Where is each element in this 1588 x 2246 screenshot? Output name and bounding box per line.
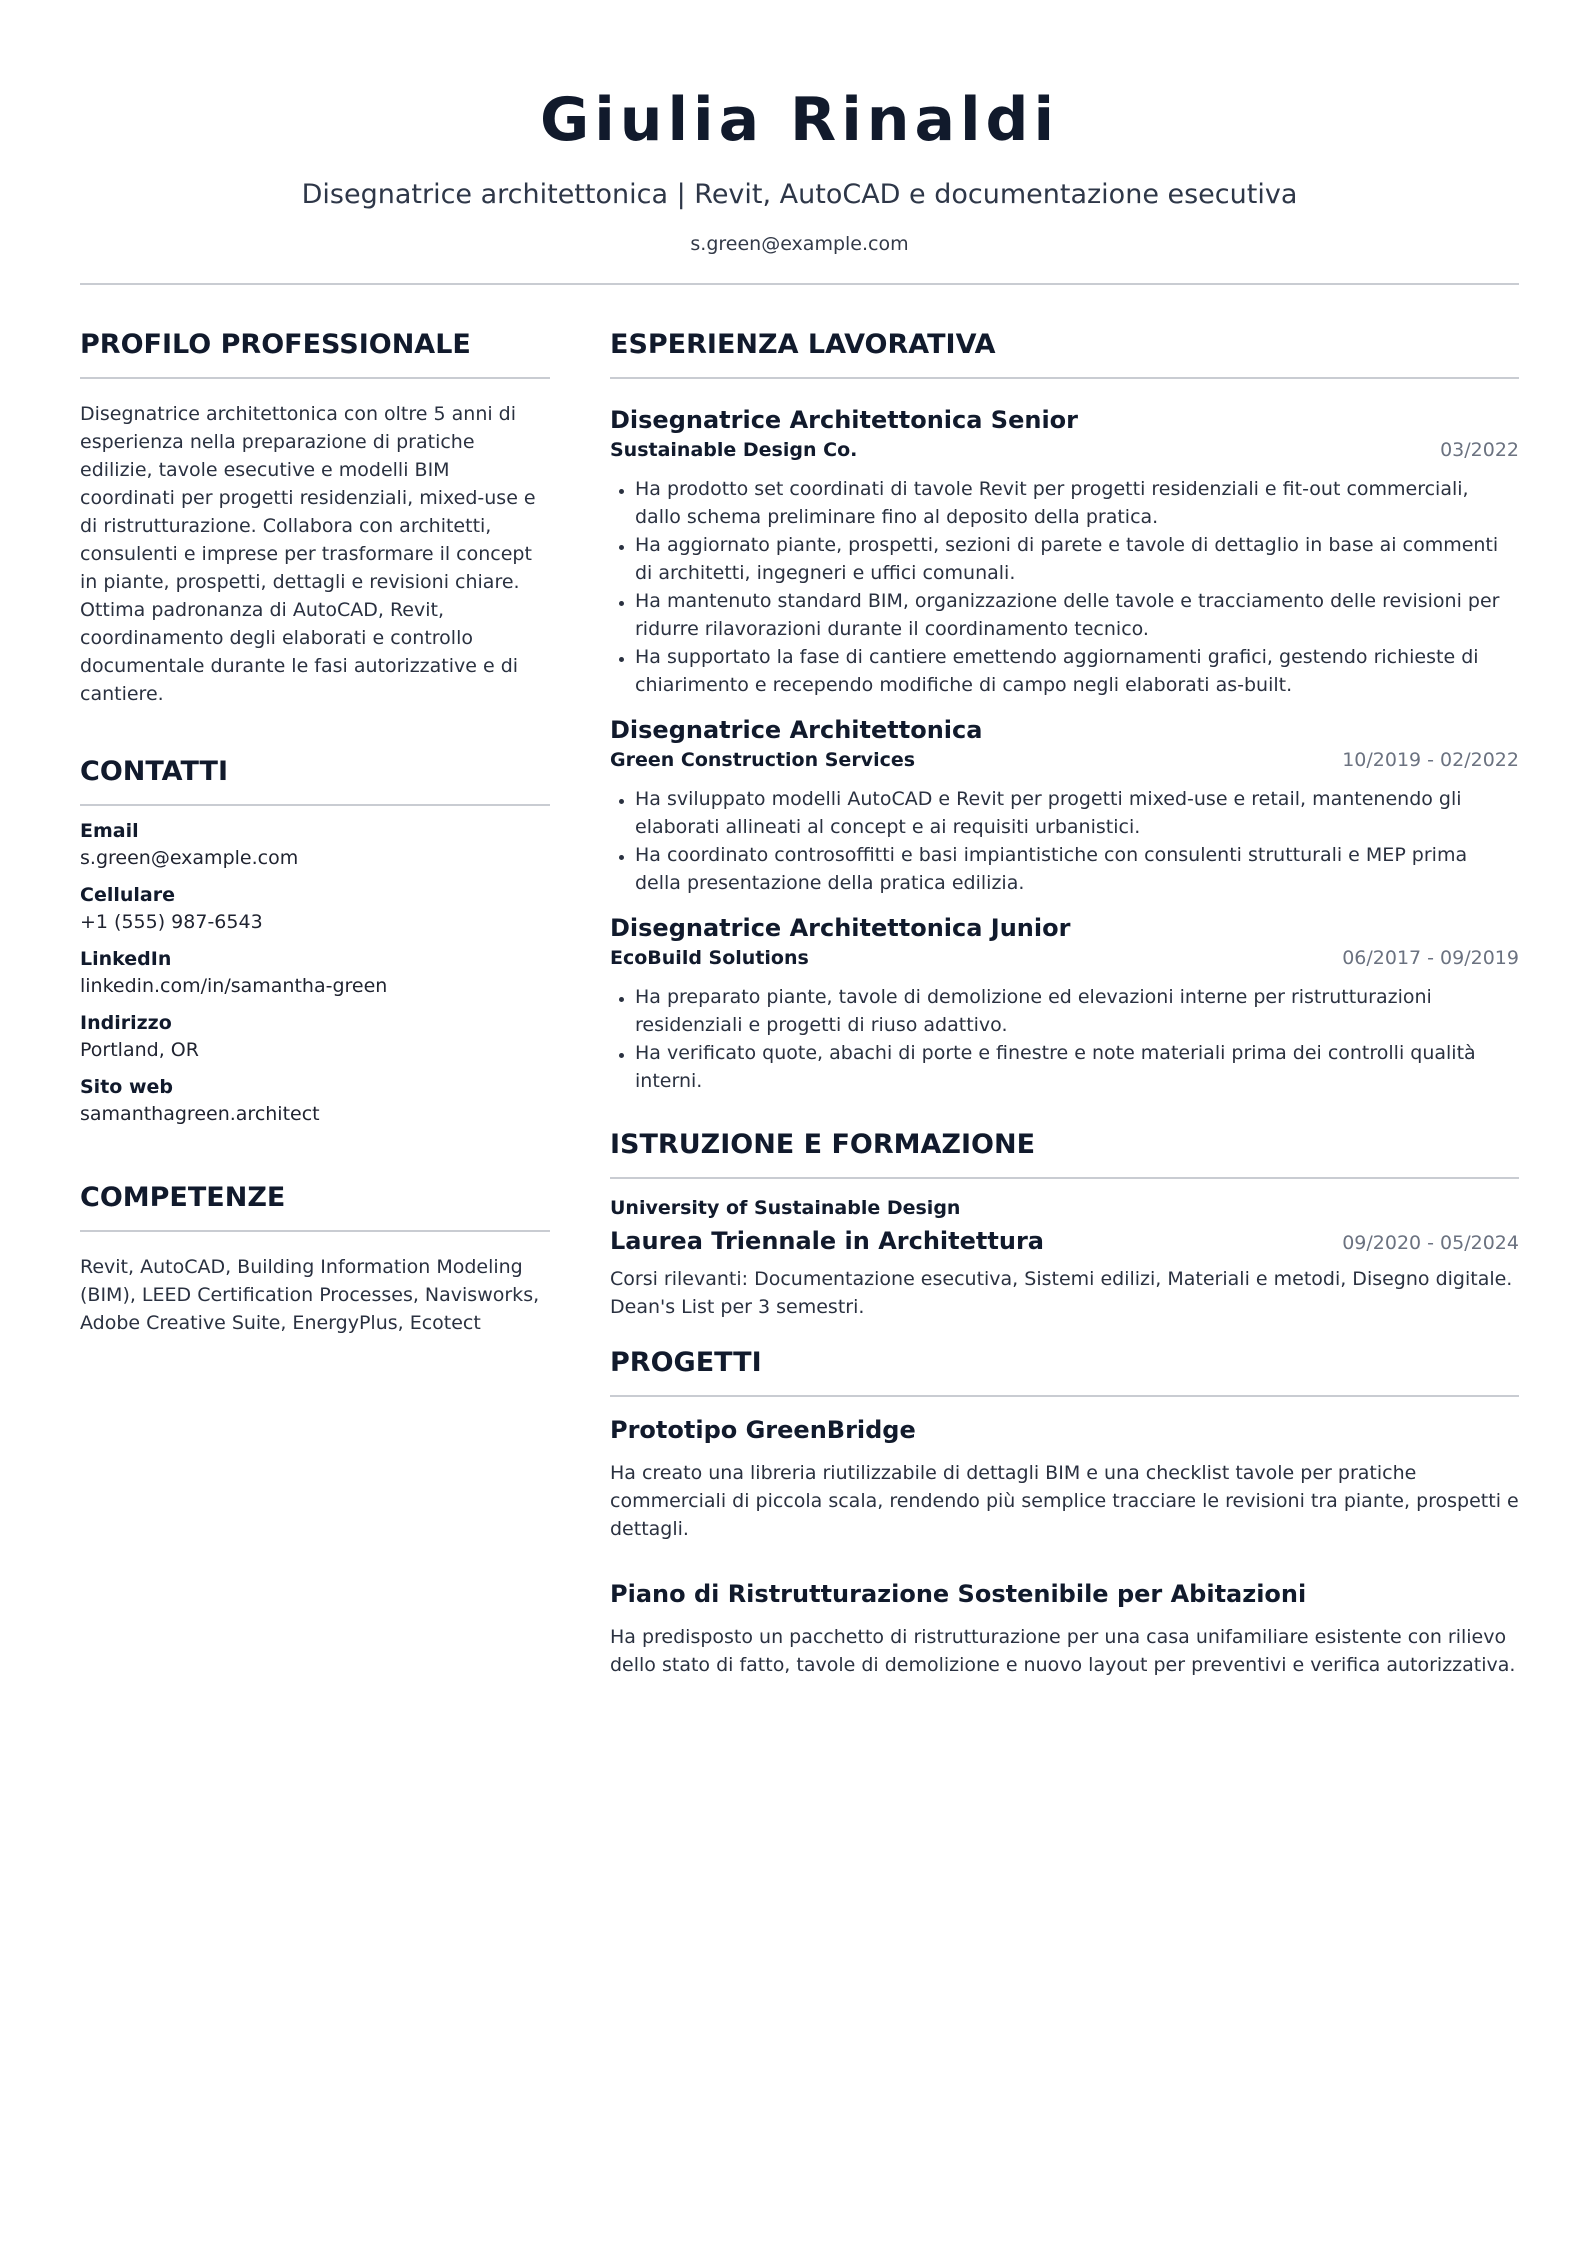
contact-item-phone (80, 882, 550, 936)
job-bullet: Ha supportato la fase di cantiere emettendo aggiornamenti grafici, gestendo richieste di chiarimento e recependo modifiche di campo negli elaborati as-built. (610, 643, 1519, 699)
candidate-headline: Disegnatrice architettonica | Revit, AutoCAD e documentazione esecutiva (301, 179, 1298, 210)
job-company: Green Construction Services (610, 749, 916, 771)
experience-title: ESPERIENZA LAVORATIVA (610, 327, 1519, 379)
project-title: Prototipo GreenBridge (610, 1416, 916, 1444)
job-date: 03/2022 (1440, 439, 1519, 461)
profile-section (80, 327, 550, 708)
contact-value: Portland, OR (80, 1039, 199, 1061)
job-bullet: Ha prodotto set coordinati di tavole Revit per progetti residenziali e fit-out commerciali, dallo schema preliminare fino al deposito della pratica. (610, 475, 1519, 531)
contact-list (80, 818, 550, 1128)
job-bullet: Ha preparato piante, tavole di demolizione ed elevazioni interne per ristrutturazioni residenziali e progetti di riuso adattivo. (610, 983, 1519, 1039)
skills-title: COMPETENZE (80, 1180, 550, 1232)
job-bullets (610, 983, 1519, 1095)
contact-value: samanthagreen.architect (80, 1103, 320, 1125)
header-divider (80, 283, 1519, 285)
contact-value: s.green@example.com (80, 847, 299, 869)
job-meta (610, 437, 1519, 463)
profile-title: PROFILO PROFESSIONALE (80, 327, 550, 379)
education-section (610, 1127, 1519, 1321)
contact-label: LinkedIn (80, 948, 172, 970)
contact-item-website (80, 1074, 550, 1128)
job-company: EcoBuild Solutions (610, 947, 809, 969)
job-bullets (610, 475, 1519, 699)
contacts-title: CONTATTI (80, 754, 550, 806)
job-entry (610, 405, 1519, 699)
education-date: 09/2020 - 05/2024 (1342, 1232, 1519, 1254)
education-description: Corsi rilevanti: Documentazione esecutiva, Sistemi edilizi, Materiali e metodi, Disegno digitale. Dean's List per 3 semestri. (610, 1268, 1513, 1318)
contact-item-email (80, 818, 550, 872)
resume-page (80, 0, 1519, 1676)
job-meta (610, 747, 1519, 773)
contact-value: linkedin.com/in/samantha-green (80, 975, 388, 997)
project-entry (610, 1579, 1519, 1679)
project-title: Piano di Ristrutturazione Sostenibile per Abitazioni (610, 1580, 1307, 1608)
job-entry (610, 913, 1519, 1095)
education-title: ISTRUZIONE E FORMAZIONE (610, 1127, 1519, 1179)
contact-label: Sito web (80, 1076, 173, 1098)
contact-label: Indirizzo (80, 1012, 172, 1034)
skills-section (80, 1180, 550, 1337)
job-company: Sustainable Design Co. (610, 439, 858, 461)
job-bullet: Ha sviluppato modelli AutoCAD e Revit per progetti mixed-use e retail, mantenendo gli elaborati allineati al concept e ai requisiti urbanistici. (610, 785, 1519, 841)
job-entry (610, 715, 1519, 897)
project-description: Ha predisposto un pacchetto di ristrutturazione per una casa unifamiliare esistente con rilievo dello stato di fatto, tavole di demolizione e nuovo layout per preventivi e verifica autorizzativa. (610, 1626, 1516, 1676)
job-bullets (610, 785, 1519, 897)
job-title: Disegnatrice Architettonica Senior (610, 406, 1078, 434)
job-title: Disegnatrice Architettonica (610, 716, 983, 744)
projects-section (610, 1345, 1519, 1679)
contact-label: Email (80, 820, 139, 842)
education-school: University of Sustainable Design (610, 1197, 961, 1219)
job-date: 06/2017 - 09/2019 (1342, 947, 1519, 969)
skills-text: Revit, AutoCAD, Building Information Modeling (BIM), LEED Certification Processes, Navisworks, Adobe Creative Suite, EnergyPlus, Ecotect (80, 1256, 540, 1334)
job-meta (610, 945, 1519, 971)
project-entry (610, 1415, 1519, 1543)
job-bullet: Ha mantenuto standard BIM, organizzazione delle tavole e tracciamento delle revisioni per ridurre rilavorazioni durante il coordinamento tecnico. (610, 587, 1519, 643)
job-bullet: Ha verificato quote, abachi di porte e finestre e note materiali prima dei controlli qualità interni. (610, 1039, 1519, 1095)
header-email: s.green@example.com (690, 233, 909, 255)
education-degree: Laurea Triennale in Architettura (610, 1227, 1044, 1255)
candidate-name: Giulia Rinaldi (539, 85, 1060, 155)
experience-section (610, 327, 1519, 1095)
education-row (610, 1225, 1519, 1257)
left-column (80, 327, 550, 708)
contact-item-address (80, 1010, 550, 1064)
project-description: Ha creato una libreria riutilizzabile di dettagli BIM e una checklist tavole per pratiche commerciali di piccola scala, rendendo più semplice tracciare le revisioni tra piante, prospetti e dettagli. (610, 1462, 1519, 1540)
projects-title: PROGETTI (610, 1345, 1519, 1397)
job-date: 10/2019 - 02/2022 (1342, 749, 1519, 771)
job-bullet: Ha coordinato controsoffitti e basi impiantistiche con consulenti strutturali e MEP prima della presentazione della pratica edilizia. (610, 841, 1519, 897)
resume-header (80, 0, 1519, 256)
profile-text: Disegnatrice architettonica con oltre 5 anni di esperienza nella preparazione di pratiche edilizie, tavole esecutive e modelli BIM coordinati per progetti residenziali, mixed-use e di ristrutturazione. Collabora con architetti, consulenti e imprese per trasformare il concept in piante, prospetti, dettagli e revisioni chiare. Ottima padronanza di AutoCAD, Revit, coordinamento degli elaborati e controllo documentale durante le fasi autorizzative e di cantiere. (80, 403, 536, 705)
contacts-section (80, 754, 550, 1138)
contact-item-linkedin (80, 946, 550, 1000)
right-column (610, 327, 1519, 1679)
job-title: Disegnatrice Architettonica Junior (610, 914, 1071, 942)
job-bullet: Ha aggiornato piante, prospetti, sezioni di parete e tavole di dettaglio in base ai commenti di architetti, ingegneri e uffici comunali. (610, 531, 1519, 587)
contact-value: +1 (555) 987-6543 (80, 911, 263, 933)
contact-label: Cellulare (80, 884, 175, 906)
